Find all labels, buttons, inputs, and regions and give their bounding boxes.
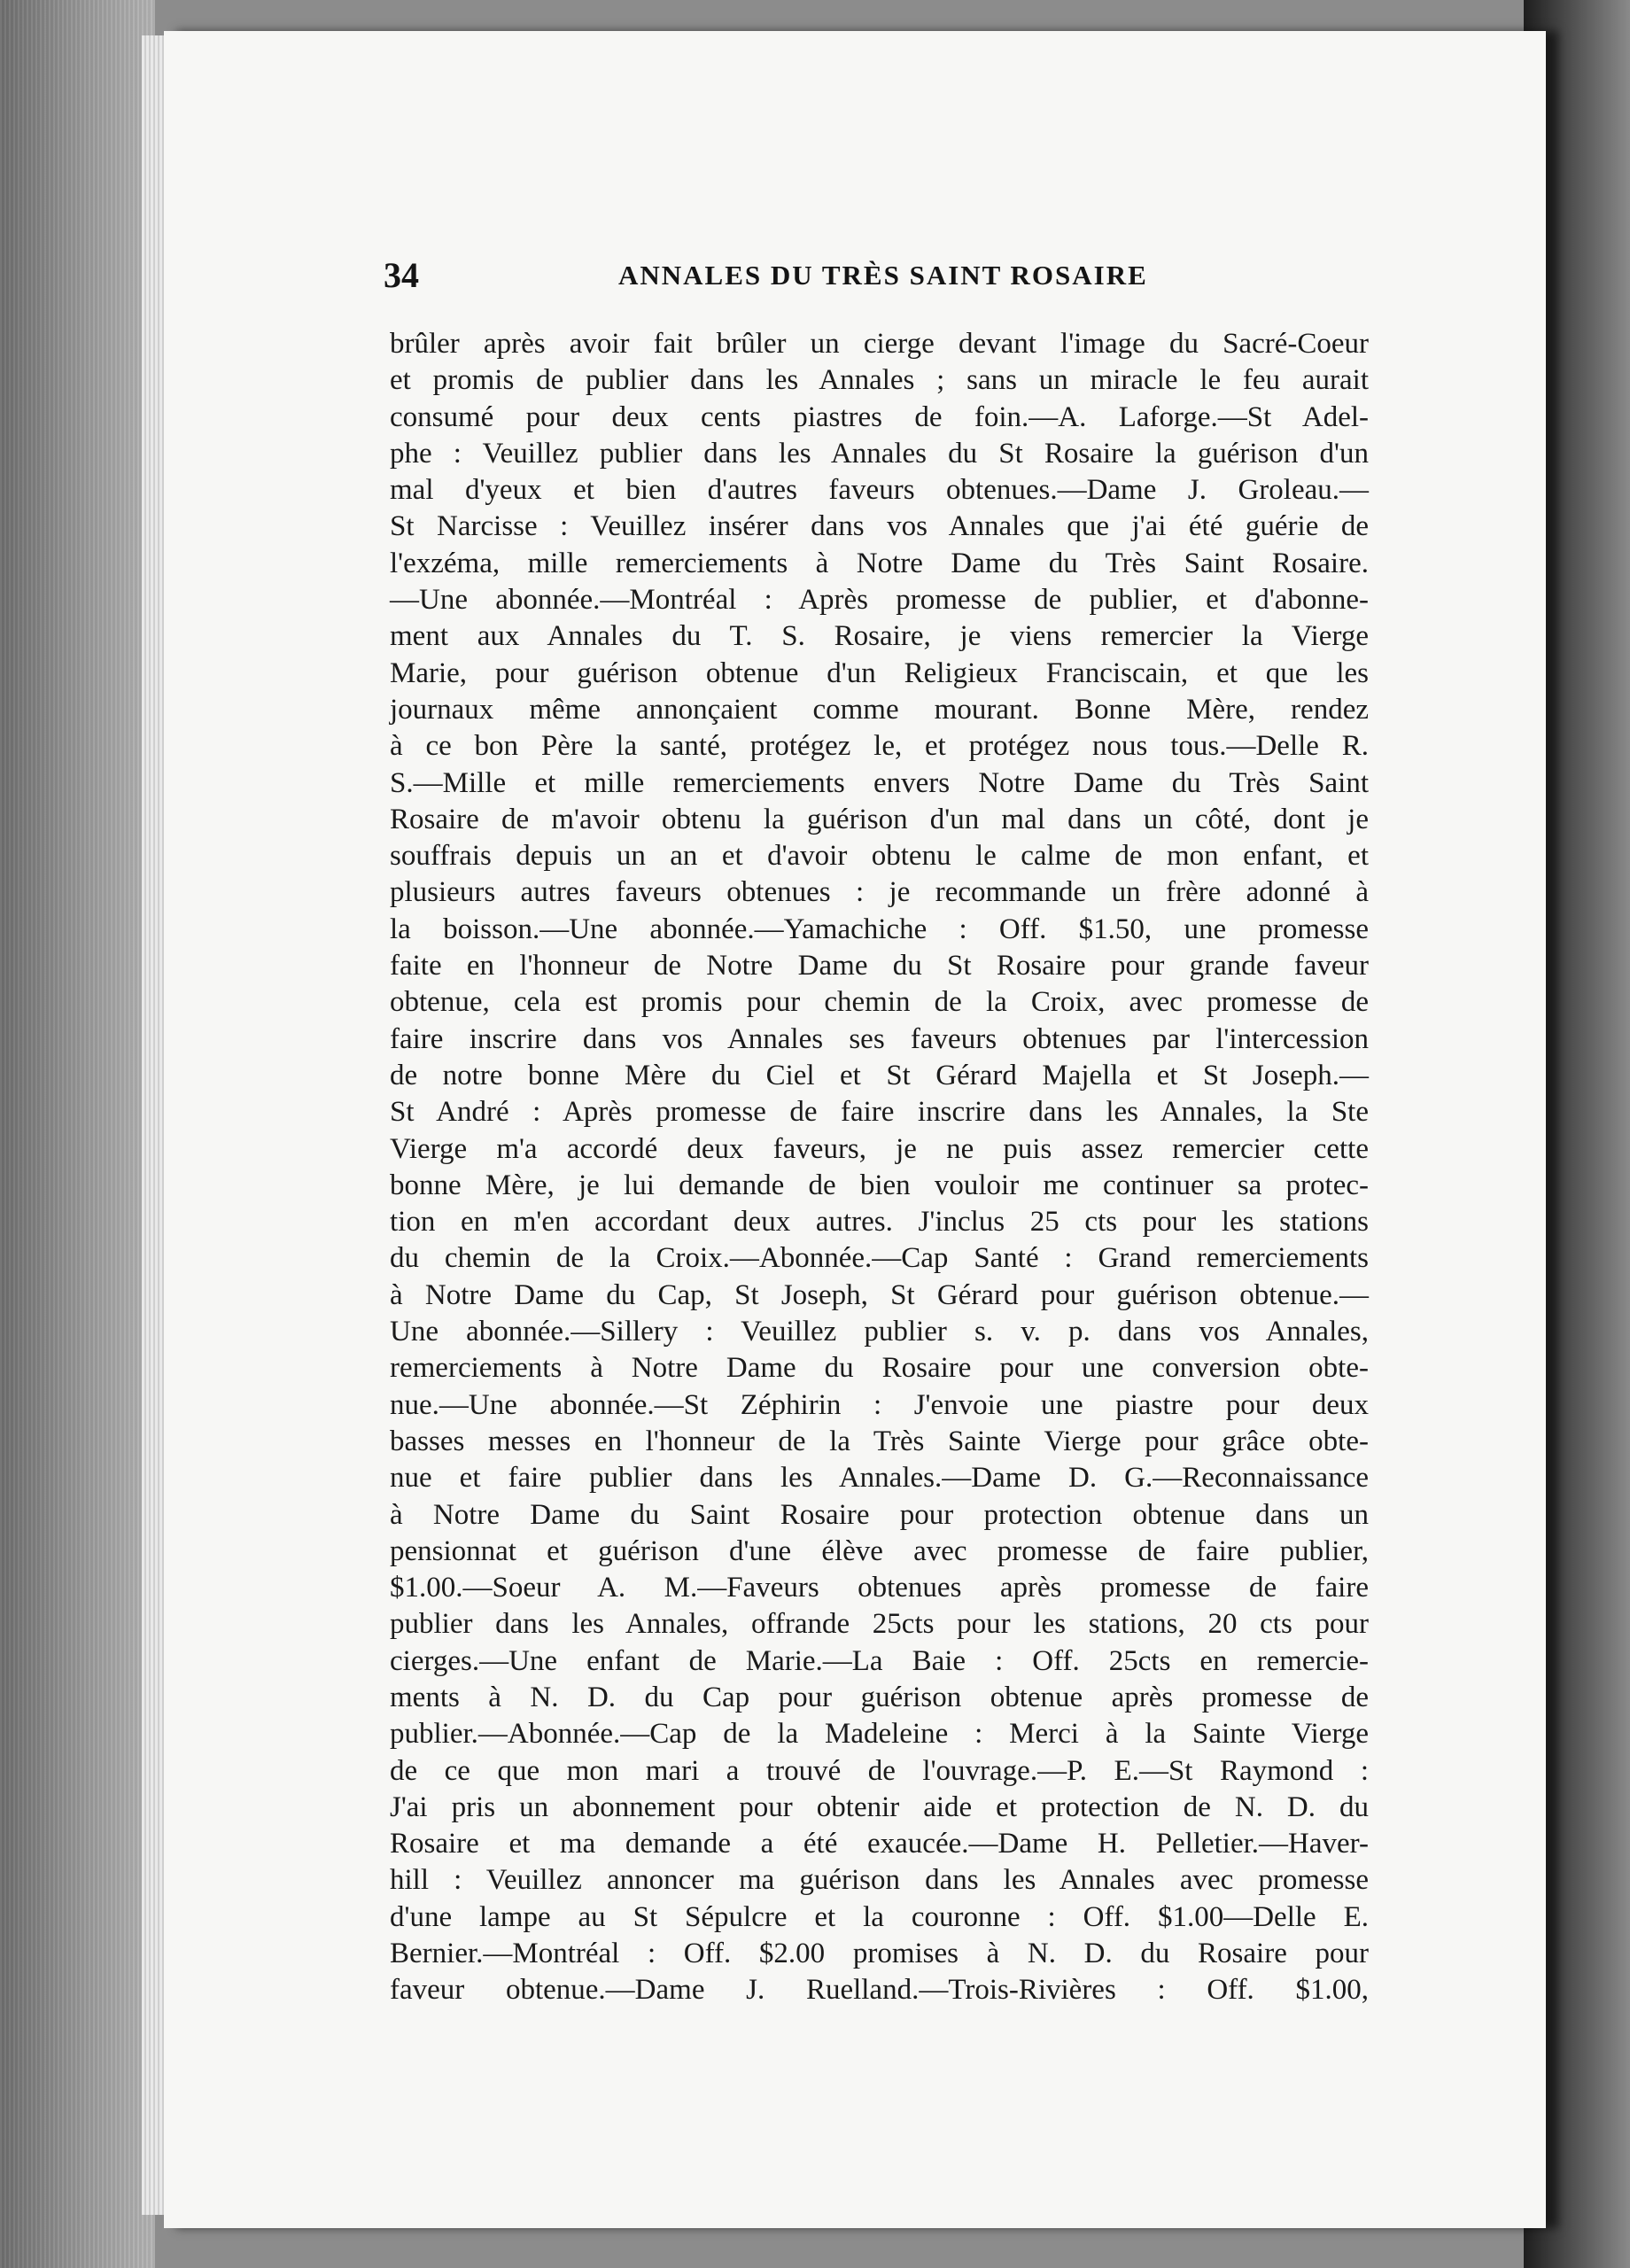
text-line: nue.—Une abonnée.—St Zéphirin : J'envoie une piastre pour deux (390, 1388, 1369, 1421)
text-line: la boisson.—Une abonnée.—Yamachiche : Off. $1.50, une promesse (390, 913, 1369, 945)
text-line: Marie, pour guérison obtenue d'un Religieux Franciscain, et que les (390, 656, 1369, 689)
text-line: tion en m'en accordant deux autres. J'inclus 25 cts pour les stations (390, 1206, 1369, 1239)
text-line: souffrais depuis un an et d'avoir obtenu le calme de mon enfant, et (390, 840, 1369, 873)
text-line: faveur obtenue.—Dame J. Ruelland.—Trois-Rivières : Off. $1.00, (390, 1974, 1369, 2007)
text-line: ments à N. D. du Cap pour guérison obtenue après promesse de (390, 1681, 1369, 1713)
text-line: ment aux Annales du T. S. Rosaire, je viens remercier la Vierge (390, 620, 1369, 653)
text-line: publier.—Abonnée.—Cap de la Madeleine : Merci à la Sainte Vierge (390, 1718, 1369, 1751)
text-line: Vierge m'a accordé deux faveurs, je ne puis assez remercier cette (390, 1132, 1369, 1165)
text-line: consumé pour deux cents piastres de foin.—A. Laforge.—St Adel- (390, 400, 1369, 433)
text-line: nue et faire publier dans les Annales.—Dame D. G.—Reconnaissance (390, 1462, 1369, 1495)
text-line: de notre bonne Mère du Ciel et St Gérard Majella et St Joseph.— (390, 1059, 1369, 1091)
text-line: basses messes en l'honneur de la Très Sainte Vierge pour grâce obte- (390, 1425, 1369, 1457)
text-line: St Narcisse : Veuillez insérer dans vos Annales que j'ai été guérie de (390, 510, 1369, 543)
text-line: à Notre Dame du Cap, St Joseph, St Gérard pour guérison obtenue.— (390, 1278, 1369, 1311)
text-line: et promis de publier dans les Annales ; sans un miracle le feu aurait (390, 364, 1369, 397)
running-title: ANNALES DU TRÈS SAINT ROSAIRE (618, 260, 1148, 291)
text-line: phe : Veuillez publier dans les Annales du St Rosaire la guérison d'un (390, 437, 1369, 470)
text-line: brûler après avoir fait brûler un cierge devant l'image du Sacré-Coeur (390, 328, 1369, 360)
text-line: hill : Veuillez annoncer ma guérison dans les Annales avec promesse (390, 1864, 1369, 1897)
text-line: S.—Mille et mille remerciements envers Notre Dame du Très Saint (390, 766, 1369, 799)
text-line: faire inscrire dans vos Annales ses faveurs obtenues par l'intercession (390, 1022, 1369, 1055)
text-line: —Une abonnée.—Montréal : Après promesse de publier, et d'abonne- (390, 584, 1369, 617)
page-header (384, 253, 1367, 298)
text-line: Bernier.—Montréal : Off. $2.00 promises à N. D. du Rosaire pour (390, 1938, 1369, 1970)
text-line: l'exzéma, mille remerciements à Notre Dame du Très Saint Rosaire. (390, 547, 1369, 579)
text-line: Rosaire de m'avoir obtenu la guérison d'un mal dans un côté, dont je (390, 803, 1369, 835)
text-line: publier dans les Annales, offrande 25cts pour les stations, 20 cts pour (390, 1608, 1369, 1641)
text-line: d'une lampe au St Sépulcre et la couronne : Off. $1.00—Delle E. (390, 1900, 1369, 1933)
text-line: J'ai pris un abonnement pour obtenir aide et protection de N. D. du (390, 1790, 1369, 1823)
text-line: du chemin de la Croix.—Abonnée.—Cap Santé : Grand remerciements (390, 1242, 1369, 1275)
page-number: 34 (384, 255, 419, 295)
text-line: Rosaire et ma demande a été exaucée.—Dame H. Pelletier.—Haver- (390, 1828, 1369, 1860)
text-line: à ce bon Père la santé, protégez le, et protégez nous tous.—Delle R. (390, 730, 1369, 763)
text-line: $1.00.—Soeur A. M.—Faveurs obtenues après promesse de faire (390, 1572, 1369, 1604)
text-line: Une abonnée.—Sillery : Veuillez publier s. v. p. dans vos Annales, (390, 1316, 1369, 1348)
text-line: faite en l'honneur de Notre Dame du St Rosaire pour grande faveur (390, 950, 1369, 983)
text-line: journaux même annonçaient comme mourant. Bonne Mère, rendez (390, 693, 1369, 726)
text-line: remerciements à Notre Dame du Rosaire pour une conversion obte- (390, 1352, 1369, 1385)
scan-background-left (0, 0, 155, 2268)
text-line: obtenue, cela est promis pour chemin de la Croix, avec promesse de (390, 986, 1369, 1019)
text-line: à Notre Dame du Saint Rosaire pour protection obtenue dans un (390, 1498, 1369, 1531)
text-line: de ce que mon mari a trouvé de l'ouvrage.—P. E.—St Raymond : (390, 1754, 1369, 1787)
text-line: mal d'yeux et bien d'autres faveurs obtenues.—Dame J. Groleau.— (390, 474, 1369, 507)
text-line: St André : Après promesse de faire inscrire dans les Annales, la Ste (390, 1096, 1369, 1129)
text-line: plusieurs autres faveurs obtenues : je recommande un frère adonné à (390, 876, 1369, 909)
text-line: cierges.—Une enfant de Marie.—La Baie : Off. 25cts en remercie- (390, 1644, 1369, 1677)
body-text (390, 326, 1369, 2009)
text-line: pensionnat et guérison d'une élève avec promesse de faire publier, (390, 1534, 1369, 1567)
text-line: bonne Mère, je lui demande de bien vouloir me continuer sa protec- (390, 1169, 1369, 1201)
